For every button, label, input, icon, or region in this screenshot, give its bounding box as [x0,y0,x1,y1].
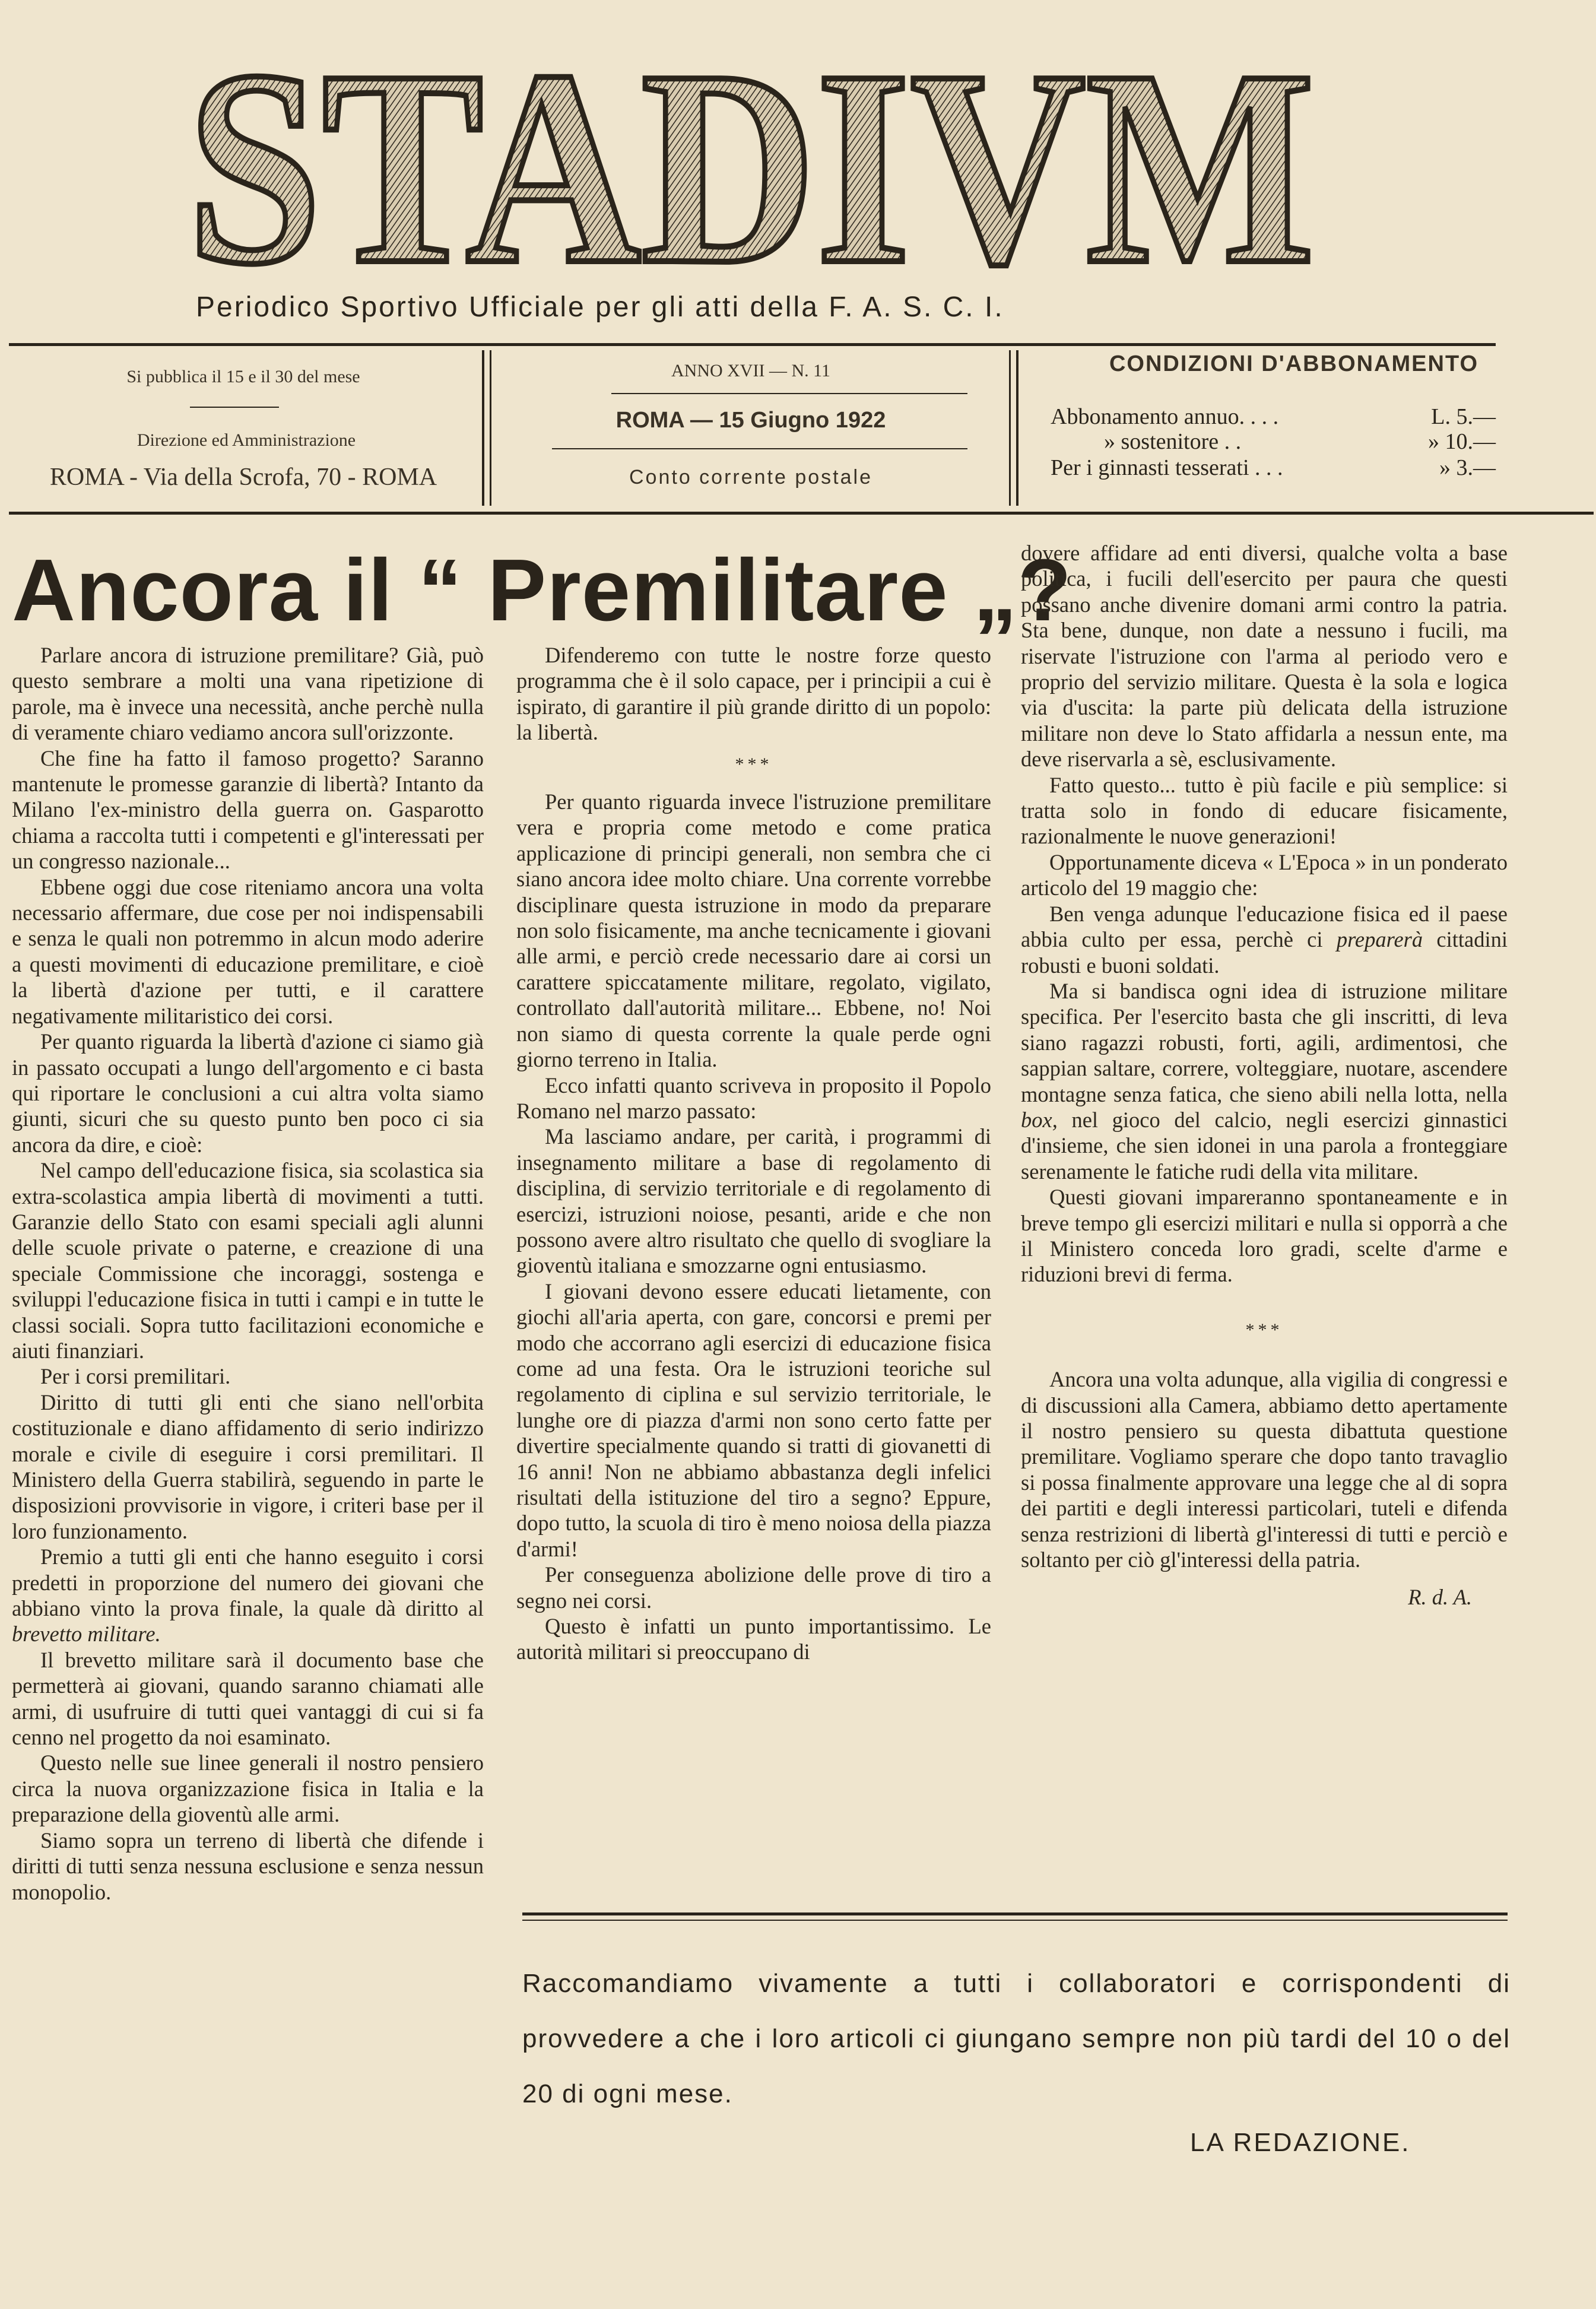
notice-top-rule [522,1912,1508,1915]
paragraph: Questi giovani impareranno spontaneamente e in breve tempo gli esercizi militari e nulla si opporrà a che il Ministero conceda loro gradi, scelte d'arme e riduzioni brevi di ferma. [1021,1185,1508,1287]
subscription-label: Per i ginnasti tesserati . . . [1051,455,1283,480]
issue-date: ROMA — 15 Giugno 1922 [615,408,886,433]
paragraph-text: Ma si bandisca ogni idea di istruzione militare specifica. Per l'esercito basta che gli inscritti, di leva siano ragazzi robusti, forti, agili, ardimentosi, che sappian saltare, correre, volteggiare, nuotare, ascendere montagne senza fatica, che sieno abili nella lotta, nella [1021,978,1508,1106]
issue-number: ANNO XVII — N. 11 [671,361,831,380]
section-separator: *** [735,754,773,774]
subscription-title: CONDIZIONI D'ABBONAMENTO [1109,351,1479,376]
header-top-rule [9,343,1496,346]
article-signature: R. d. A. [1408,1585,1472,1610]
paragraph: Ebbene oggi due cose riteniamo ancora una volta necessario affermare, due cose per noi indispensabili e senza le quali non potremmo in alcun modo aderire a questi movimenti di educazione premilitare, e cioè la libertà d'azione per tutti, e il carattere negativamente militaristico dei corsi. [12,874,484,1028]
article-title: Ancora il “ Premilitare „? [12,541,1073,639]
paragraph-text: Ben venga adunque l'educazione fisica ed il paese abbia culto per essa, perchè ci [1021,901,1508,952]
header-divider [1016,350,1018,506]
article-column-2 [516,642,991,1665]
article-column-3 [1021,540,1508,1610]
paragraph [1021,901,1508,978]
paragraph-text: cittadini robusti e buoni soldati. [1021,927,1508,978]
header-divider [482,350,484,506]
direction-label: Direzione ed Amministrazione [137,430,356,450]
postal-account: Conto corrente postale [629,466,872,489]
masthead-logo [169,24,1332,297]
notice-signature: LA REDAZIONE. [1190,2128,1411,2157]
paragraph: Ancora una volta adunque, alla vigilia di congressi e di discussioni alla Camera, abbiamo detto apertamente il nostro pensiero su questa dibattuta questione premilitare. Vogliamo sperare che dopo tanto travaglio si possa finalmente approvare una legge che al di sopra dei partiti e degli interessi particolari, tuteli e difenda senza restrizioni di libertà gl'interessi di tutti e perciò e soltanto per ciò gl'interessi della patria. [1021,1367,1508,1572]
paragraph: dovere affidare ad enti diversi, qualche volta a base politica, i fucili dell'esercito per paura che questi possano anche divenire domani armi contro la patria. Sta bene, dunque, non date a nessuno i fucili, ma riservate l'istruzione con l'arma al periodo vero e proprio del servizio militare. Questa è la sola e logica via d'uscita: la parte più delicata della istruzione militare non deve lo Stato affidarla a nessun ente, ma deve riservarla a sè, esclusivamente. [1021,541,1508,772]
header-bottom-rule [9,512,1594,515]
masthead-subtitle: Periodico Sportivo Ufficiale per gli atti della F. A. S. C. I. [196,291,1004,323]
paragraph-text: nel gioco del calcio, negli esercizi ginnastici d'insieme, che sien idonei in una parola a fronteggiare serenamente le fatiche rudi della vita militare. [1021,1107,1508,1184]
paragraph: Diritto di tutti gli enti che siano nell'orbita costituzionale e diano affidamento di serio indirizzo morale e civile di eseguire i corsi premilitari. Il Ministero della Guerra stabilirà, seguendo in parte le disposizioni provvisorie in vigore, i criteri base per il loro funzionamento. [12,1390,484,1543]
paragraph: Questo è infatti un punto importantissimo. Le autorità militari si preoccupano di [516,1614,991,1664]
header-divider [1009,350,1011,506]
subscription-price: » 3.— [1439,455,1496,480]
paragraph: Per quanto riguarda la libertà d'azione ci siamo già in passato occupati a lungo dell'argomento e ci basta qui riportare le conclusioni a cui altra volta siamo giunti, sicuri che su questo punto ben poco ci sia ancora da dire, e cioè: [12,1029,484,1157]
paragraph: Ecco infatti quanto scriveva in proposito il Popolo Romano nel marzo passato: [516,1073,991,1123]
paragraph: Per conseguenza abolizione delle prove di tiro a segno nei corsi. [516,1562,991,1613]
paragraph [12,1544,484,1647]
emphasis: preparerà [1336,927,1423,952]
paragraph: Parlare ancora di istruzione premilitare? Già, può questo sembrare a molti una vana ripetizione di parole, ma è invece una necessità, anche perchè nulla di veramente chiaro vediamo ancora sull'orizzonte. [12,643,484,745]
header-small-rule [552,448,967,449]
address: ROMA - Via della Scrofa, 70 - ROMA [49,464,437,491]
emphasis: brevetto militare. [12,1622,161,1647]
header-divider [490,350,491,506]
subscription-label: Abbonamento annuo. . . . [1051,404,1279,429]
header-small-rule [190,407,279,408]
subscription-row [1051,429,1513,458]
paragraph: Ma lasciamo andare, per carità, i programmi di insegnamento militare a base di regolamento di disciplina, di servizio territoriale e di regolamento di esercizi, istruzioni noiose, pesanti, aride e che non possono avere altro risultato che quello di svogliare la gioventù italiana e smozzarne ogni entusiasmo. [516,1124,991,1278]
paragraph: I giovani devono essere educati lietamente, con giochi all'aria aperta, con gare, concorsi e premi per modo che accorrano agli esercizi di educazione fisica come ad una festa. Ora le istruzioni teoriche sul regolamento di ciplina e sul servizio territoriale, le lunghe ore di piazza d'armi non sono certo fatte per divertire specialmente quando si tratti di giovanetti di 16 anni! Non ne abbiamo abbastanza degli infelici risultati della istituzione del tiro a segno? Eppure, dopo tutto, la scuola di tiro è meno noiosa della piazza d'armi! [516,1279,991,1561]
paragraph [1021,978,1508,1184]
paragraph: Che fine ha fatto il famoso progetto? Saranno mantenute le promesse garanzie di libertà? Intanto da Milano l'ex-ministro della guerra on. Gasparotto chiama a raccolta tutti i competenti e gl'interessati per un congresso nazionale... [12,746,484,874]
paragraph: Per i corsi premilitari. [40,1364,231,1389]
paragraph: Difenderemo con tutte le nostre forze questo programma che è il solo capace, per i principii a cui è ispirato, di garantire il più grande diritto di un popolo: la libertà. [516,643,991,745]
subscription-price: L. 5.— [1431,404,1496,429]
publication-frequency: Si pubblica il 15 e il 30 del mese [126,367,360,386]
paragraph: Opportunamente diceva « L'Epoca » in un ponderato articolo del 19 maggio che: [1021,849,1508,900]
paragraph: Siamo sopra un terreno di libertà che difende i diritti di tutti senza nessuna esclusione e senza nessun monopolio. [12,1828,484,1904]
notice-text: Raccomandiamo vivamente a tutti i collaboratori e corrispondenti di provvedere a che i loro articoli ci giungano sempre non più tardi del 10 o del 20 di ogni mese. [522,1969,1511,2108]
paragraph: Nel campo dell'educazione fisica, sia scolastica sia extra-scolastica ampia libertà di movimenti a tutti. Garanzie dello Stato con esami speciali agli alunni delle scuole private o paterne, e creazione di una speciale Commissione che incoraggi, sostenga e sviluppi l'educazione fisica in tutti i campi e in tutte le classi sociali. Sopra tutto facilitazioni economiche e aiuti finanziari. [12,1158,484,1363]
article-column-1 [12,642,484,1905]
notice-top-rule [522,1920,1508,1921]
paragraph-text: Premio a tutti gli enti che hanno eseguito i corsi predetti in proporzione del numero dei giovani che abbiano vinto la prova finale, la quale dà diritto al [12,1544,484,1621]
section-separator: *** [1245,1320,1283,1340]
subscription-row [1051,455,1513,484]
paragraph: Per quanto riguarda invece l'istruzione premilitare vera e propria come metodo e come pratica applicazione di principi generali, non sembra che ci siano ancora idee molto chiare. Una corrente vorrebbe disciplinare questa istruzione in modo da preparare non solo fisicamente, ma anche tecnicamente i giovani alle armi, e perciò crede necessario dare ai corsi un carattere spiccatamente militare, regolato, vigilato, controllato dall'autorità militare... Ebbene, no! Noi non siamo di questa corrente la quale perde ogni giorno terreno in Italia. [516,789,991,1072]
emphasis: box, [1021,1107,1058,1132]
paragraph: Questo nelle sue linee generali il nostro pensiero circa la nuova organizzazione fisica in Italia e la preparazione della gioventù alle armi. [12,1750,484,1827]
paragraph: Fatto questo... tutto è più facile e più semplice: si tratta solo in fondo di educare fisicamente, razionalmente le nuove generazioni! [1021,772,1508,849]
subscription-price: » 10.— [1428,429,1496,454]
paragraph: Il brevetto militare sarà il documento base che permetterà ai giovani, quando saranno chiamati alle armi, di usufruire di tutti quei vantaggi di cui si fa cenno nel progetto da noi esaminato. [12,1647,484,1750]
subscription-label: » sostenitore . . [1104,429,1242,454]
header-small-rule [611,393,967,394]
masthead-title: STADIVM [187,24,1315,297]
